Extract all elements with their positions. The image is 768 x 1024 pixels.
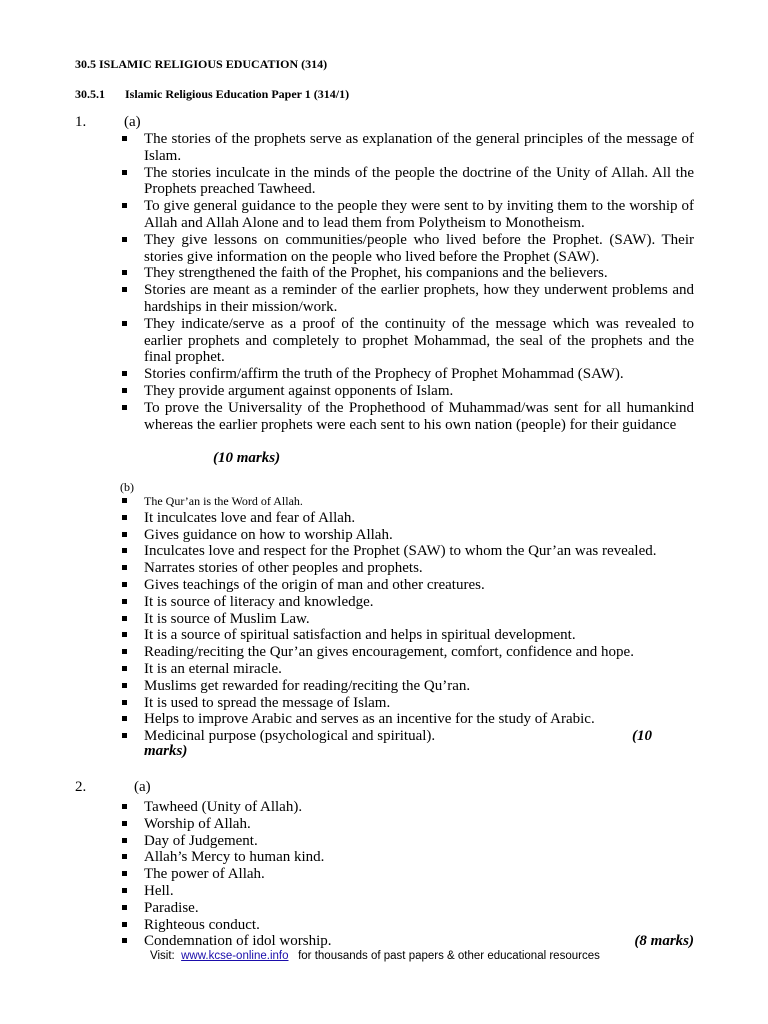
list-item: [144, 728, 694, 745]
list-item: Tawheed (Unity of Allah).: [144, 799, 694, 816]
question-1a-label: (a): [124, 114, 141, 130]
list-item: Hell.: [144, 883, 694, 900]
list-item: Day of Judgement.: [144, 833, 694, 850]
list-item: They indicate/serve as a proof of the continuity of the message which was revealed to earlier prophets and completely to prophet Mohammad, the seal of the prophets and the final prophet.: [144, 315, 694, 366]
list-item: It is an eternal miracle.: [144, 661, 694, 678]
list-item: Inculcates love and respect for the Prophet (SAW) to whom the Qur’an was revealed.: [144, 543, 694, 560]
list-item: It inculcates love and fear of Allah.: [144, 510, 694, 527]
list-item: To prove the Universality of the Prophethood of Muhammad/was sent for all humankind whereas the earlier prophets were each sent to his own nation (people) for their guidance: [144, 399, 694, 433]
list-item: [144, 933, 694, 950]
question-2-number: 2.: [75, 779, 87, 795]
list-item: Gives guidance on how to worship Allah.: [144, 527, 694, 544]
list-item: They provide argument against opponents of Islam.: [144, 383, 694, 400]
list-item: To give general guidance to the people they were sent to by inviting them to the worship of Allah and Allah Alone and to lead them from Polytheism to Monotheism.: [144, 198, 694, 231]
question-1a-list: [144, 131, 694, 433]
question-1b-marks: (10: [632, 728, 652, 745]
question-2a-label: (a): [134, 779, 151, 795]
list-item: It is a source of spiritual satisfaction and helps in spiritual development.: [144, 627, 694, 644]
list-item: They give lessons on communities/people who lived before the Prophet. (SAW). Their stories give information on the people who lived before the Prophet (SAW).: [144, 231, 694, 265]
list-item: Worship of Allah.: [144, 816, 694, 833]
list-item: They strengthened the faith of the Prophet, his companions and the believers.: [144, 265, 694, 282]
list-item: It is source of literacy and knowledge.: [144, 594, 694, 611]
question-1b-list: [144, 493, 694, 745]
list-item-text: Medicinal purpose (psychological and spiritual).: [144, 728, 436, 745]
list-item: Paradise.: [144, 900, 694, 917]
list-item: The stories of the prophets serve as explanation of the general principles of the message of Islam.: [144, 131, 694, 164]
list-item: Helps to improve Arabic and serves as an incentive for the study of Arabic.: [144, 711, 694, 728]
question-1-number: 1.: [75, 114, 87, 130]
paper-number: 30.5.1: [75, 87, 105, 101]
question-2a-marks: (8 marks): [634, 933, 694, 950]
list-item: Muslims get rewarded for reading/reciting the Qu’ran.: [144, 678, 694, 695]
page-title: 30.5 ISLAMIC RELIGIOUS EDUCATION (314): [75, 57, 328, 71]
list-item-text: Condemnation of idol worship.: [144, 933, 332, 950]
list-item: Stories are meant as a reminder of the earlier prophets, how they underwent problems and hardships in their mission/work.: [144, 282, 694, 315]
question-2a-list: [144, 799, 694, 950]
footer: [150, 950, 600, 962]
paper-title: Islamic Religious Education Paper 1 (314/1): [125, 87, 350, 101]
list-item: It is used to spread the message of Islam.: [144, 695, 694, 712]
list-item: The power of Allah.: [144, 866, 694, 883]
list-item: Allah’s Mercy to human kind.: [144, 849, 694, 866]
paper-heading: [75, 87, 349, 102]
footer-link[interactable]: www.kcse-online.info: [181, 950, 289, 962]
footer-prefix: Visit:: [150, 950, 175, 962]
question-1b-marks-cont: marks): [144, 743, 188, 759]
list-item: Reading/reciting the Qur’an gives encouragement, comfort, confidence and hope.: [144, 644, 694, 661]
footer-suffix: for thousands of past papers & other educational resources: [298, 950, 600, 962]
question-1a-marks: (10 marks): [213, 450, 281, 466]
list-item: It is source of Muslim Law.: [144, 611, 694, 628]
question-1b-label: (b): [120, 480, 134, 494]
list-item: Narrates stories of other peoples and prophets.: [144, 560, 694, 577]
list-item: Stories confirm/affirm the truth of the Prophecy of Prophet Mohammad (SAW).: [144, 366, 694, 383]
list-item: Righteous conduct.: [144, 917, 694, 934]
list-item: Gives teachings of the origin of man and other creatures.: [144, 577, 694, 594]
list-item: The Qur’an is the Word of Allah.: [144, 493, 694, 510]
list-item: The stories inculcate in the minds of the people the doctrine of the Unity of Allah. All the Prophets preached Tawheed.: [144, 164, 694, 198]
